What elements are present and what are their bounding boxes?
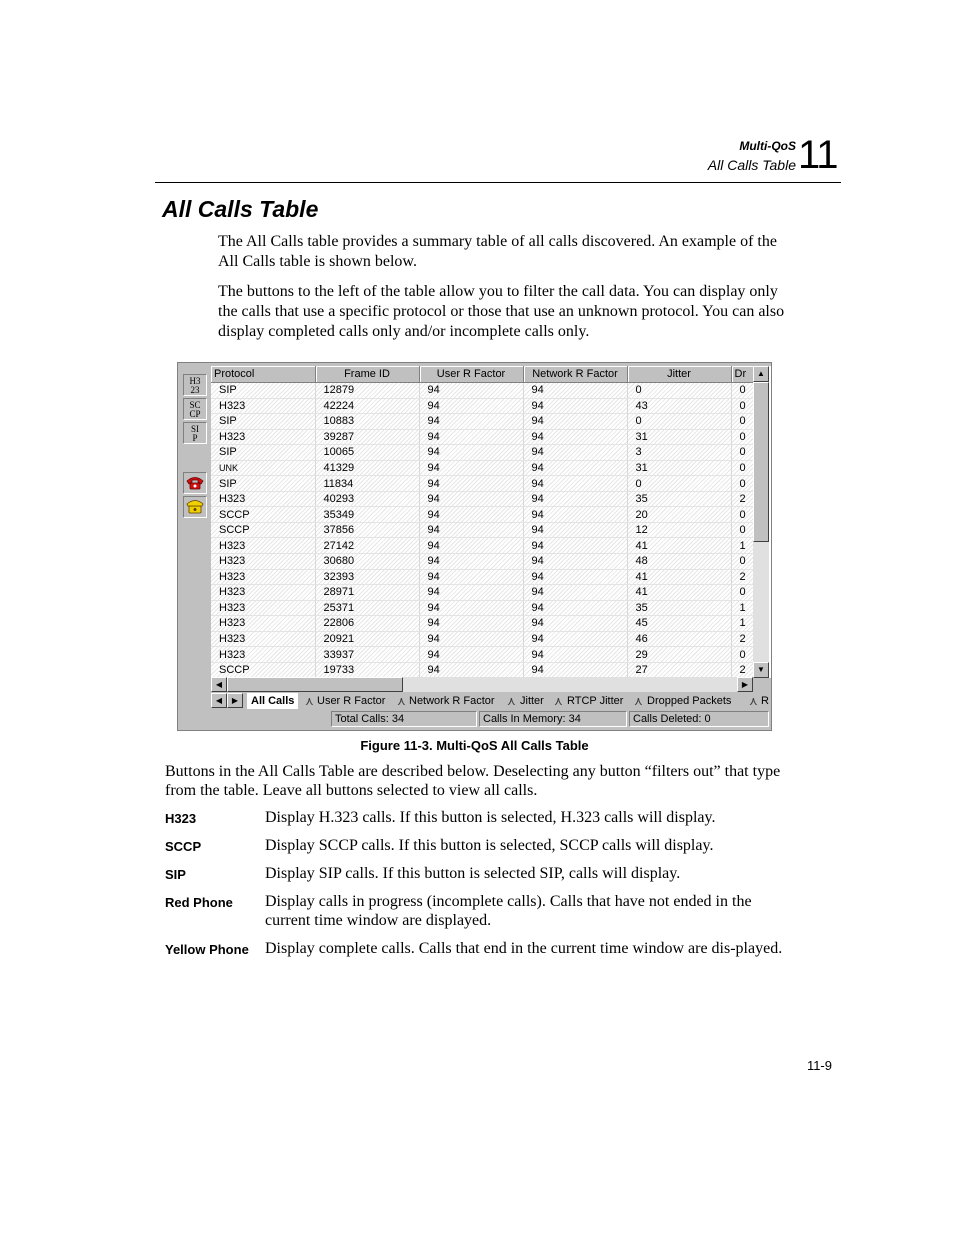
cell-network-r-factor: 94 [523,647,627,663]
tab-user-r-factor[interactable]: User R Factor [317,695,386,707]
cell-user-r-factor: 94 [419,460,523,476]
cell-frame-id: 39287 [315,429,419,445]
cell-frame-id: 10883 [315,414,419,430]
cell-protocol: UNK [211,460,315,476]
cell-jitter: 45 [627,616,731,632]
cell-protocol: H323 [211,398,315,414]
definition-desc-sccp: Display SCCP calls. If this button is selected, SCCP calls will display. [265,837,714,854]
cell-protocol: H323 [211,429,315,445]
table-row[interactable] [211,491,753,507]
tab-separator-icon: ⋏ [305,694,314,708]
cell-user-r-factor: 94 [419,569,523,585]
cell-frame-id: 20921 [315,631,419,647]
cell-frame-id: 32393 [315,569,419,585]
cell-network-r-factor: 94 [523,491,627,507]
definition-term-sccp: SCCP [165,839,202,854]
all-calls-window [177,362,772,731]
cell-user-r-factor: 94 [419,383,523,399]
cell-jitter: 27 [627,662,731,678]
cell-network-r-factor: 94 [523,631,627,647]
tab-all-calls[interactable]: All Calls [247,693,298,709]
tab-jitter[interactable]: Jitter [520,695,544,707]
cell-jitter: 31 [627,429,731,445]
scroll-left-arrow-icon[interactable]: ◀ [211,677,227,692]
tab-r[interactable]: R [761,695,769,707]
cell-jitter: 12 [627,522,731,538]
cell-dropped: 0 [731,414,753,430]
header-rule [155,182,841,183]
cell-user-r-factor: 94 [419,491,523,507]
cell-protocol: H323 [211,631,315,647]
sip-button-label-2: P [192,433,198,443]
vertical-scroll-thumb[interactable] [753,382,769,542]
cell-dropped: 0 [731,476,753,492]
cell-jitter: 0 [627,414,731,430]
page-title: All Calls Table [162,196,319,222]
cell-dropped: 2 [731,491,753,507]
tab-dropped-packets[interactable]: Dropped Packets [647,695,732,707]
definition-term-yellow-phone: Yellow Phone [165,942,249,957]
cell-frame-id: 12879 [315,383,419,399]
scroll-up-arrow-icon[interactable]: ▲ [753,366,769,382]
cell-user-r-factor: 94 [419,445,523,461]
cell-network-r-factor: 94 [523,476,627,492]
tab-separator-icon: ⋏ [634,694,643,708]
total-calls-status: Total Calls: 34 [331,711,477,727]
cell-frame-id: 22806 [315,616,419,632]
tab-separator-icon: ⋏ [397,694,406,708]
cell-network-r-factor: 94 [523,554,627,570]
cell-frame-id: 25371 [315,600,419,616]
table-row[interactable] [211,631,753,647]
table-row[interactable] [211,476,753,492]
cell-jitter: 35 [627,491,731,507]
cell-network-r-factor: 94 [523,522,627,538]
tab-separator-icon: ⋏ [507,694,516,708]
column-header-dropped[interactable]: Dr [731,366,753,383]
cell-jitter: 29 [627,647,731,663]
cell-jitter: 31 [627,460,731,476]
cell-user-r-factor: 94 [419,554,523,570]
table-row[interactable] [211,662,753,678]
table-row[interactable] [211,445,753,461]
calls-table-area [211,366,771,678]
cell-jitter: 46 [627,631,731,647]
cell-jitter: 0 [627,383,731,399]
horizontal-scroll-thumb[interactable] [227,677,403,692]
cell-dropped: 1 [731,538,753,554]
cell-network-r-factor: 94 [523,414,627,430]
table-header-row [211,366,753,383]
table-row[interactable] [211,460,753,476]
tab-separator-icon: ⋏ [749,694,758,708]
cell-dropped: 2 [731,662,753,678]
cell-network-r-factor: 94 [523,662,627,678]
running-header-section: Multi-QoS [739,139,796,153]
status-bar [181,711,770,728]
cell-user-r-factor: 94 [419,522,523,538]
table-row[interactable] [211,647,753,663]
tab-rtcp-jitter[interactable]: RTCP Jitter [567,695,624,707]
cell-frame-id: 40293 [315,491,419,507]
cell-protocol: H323 [211,600,315,616]
cell-frame-id: 41329 [315,460,419,476]
cell-network-r-factor: 94 [523,585,627,601]
cell-user-r-factor: 94 [419,585,523,601]
column-header-protocol[interactable]: Protocol [211,366,315,383]
tab-separator-icon: ⋏ [554,694,563,708]
tab-scroll-left-icon[interactable]: ◀ [211,693,227,708]
cell-network-r-factor: 94 [523,538,627,554]
cell-user-r-factor: 94 [419,476,523,492]
cell-jitter: 43 [627,398,731,414]
definition-desc-h323: Display H.323 calls. If this button is selected, H.323 calls will display. [265,809,716,826]
cell-dropped: 0 [731,507,753,523]
horizontal-scrollbar[interactable] [211,677,753,692]
cell-dropped: 2 [731,631,753,647]
table-row[interactable] [211,538,753,554]
table-row[interactable] [211,569,753,585]
cell-frame-id: 33937 [315,647,419,663]
cell-protocol: H323 [211,554,315,570]
cell-frame-id: 37856 [315,522,419,538]
cell-protocol: H323 [211,491,315,507]
cell-protocol: H323 [211,616,315,632]
definition-term-sip: SIP [165,867,186,882]
cell-user-r-factor: 94 [419,631,523,647]
cell-frame-id: 10065 [315,445,419,461]
figure-caption: Figure 11-3. Multi-QoS All Calls Table [360,738,589,753]
table-row[interactable] [211,414,753,430]
red-phone-button[interactable] [183,472,207,494]
sccp-filter-button[interactable] [183,398,207,420]
cell-dropped: 2 [731,569,753,585]
cell-dropped: 0 [731,585,753,601]
tab-network-r-factor[interactable]: Network R Factor [409,695,495,707]
cell-user-r-factor: 94 [419,616,523,632]
cell-network-r-factor: 94 [523,600,627,616]
cell-user-r-factor: 94 [419,507,523,523]
calls-table [211,366,754,678]
table-row[interactable] [211,429,753,445]
definition-desc-yellow-phone: Display complete calls. Calls that end in the current time window are dis-played. [265,940,783,957]
cell-protocol: H323 [211,647,315,663]
table-row[interactable] [211,600,753,616]
cell-dropped: 1 [731,616,753,632]
red-phone-icon [184,473,206,493]
cell-frame-id: 30680 [315,554,419,570]
table-row[interactable] [211,616,753,632]
definition-term-h323: H323 [165,811,197,826]
h323-button-label-1: H3 [189,376,201,386]
cell-user-r-factor: 94 [419,429,523,445]
cell-dropped: 0 [731,445,753,461]
cell-network-r-factor: 94 [523,616,627,632]
cell-jitter: 3 [627,445,731,461]
cell-user-r-factor: 94 [419,414,523,430]
chapter-number: 11 [798,133,838,177]
cell-frame-id: 11834 [315,476,419,492]
sip-filter-button[interactable] [183,422,207,444]
cell-dropped: 0 [731,383,753,399]
cell-dropped: 0 [731,460,753,476]
table-row[interactable] [211,507,753,523]
yellow-phone-icon [184,497,206,517]
cell-network-r-factor: 94 [523,429,627,445]
column-header-jitter[interactable]: Jitter [627,366,731,383]
cell-network-r-factor: 94 [523,445,627,461]
table-row[interactable] [211,398,753,414]
page-number: 11-9 [806,1058,832,1073]
cell-dropped: 0 [731,522,753,538]
cell-network-r-factor: 94 [523,460,627,476]
sccp-button-label-1: SC [189,400,201,410]
column-header-user-r-factor[interactable]: User R Factor [419,366,523,383]
cell-protocol: H323 [211,538,315,554]
cell-protocol: SCCP [211,662,315,678]
filter-button-bar [181,366,209,710]
cell-dropped: 0 [731,398,753,414]
cell-network-r-factor: 94 [523,507,627,523]
cell-network-r-factor: 94 [523,569,627,585]
cell-dropped: 0 [731,554,753,570]
calls-in-memory-status: Calls In Memory: 34 [479,711,627,727]
cell-protocol: SCCP [211,507,315,523]
cell-frame-id: 42224 [315,398,419,414]
tab-scroll-right-icon[interactable]: ▶ [227,693,243,708]
table-row[interactable] [211,585,753,601]
column-header-network-r-factor[interactable]: Network R Factor [523,366,627,383]
table-row[interactable] [211,522,753,538]
cell-protocol: SCCP [211,522,315,538]
scroll-right-arrow-icon[interactable]: ▶ [737,677,753,692]
cell-network-r-factor: 94 [523,383,627,399]
definition-desc-red-phone: Display calls in progress (incomplete calls). Calls that have not ended in the current time window are displayed. [265,893,752,929]
cell-user-r-factor: 94 [419,398,523,414]
cell-user-r-factor: 94 [419,662,523,678]
h323-filter-button[interactable] [183,374,207,396]
cell-jitter: 48 [627,554,731,570]
cell-jitter: 41 [627,538,731,554]
cell-frame-id: 35349 [315,507,419,523]
cell-protocol: H323 [211,569,315,585]
cell-user-r-factor: 94 [419,600,523,616]
calls-deleted-status: Calls Deleted: 0 [629,711,769,727]
cell-frame-id: 19733 [315,662,419,678]
cell-jitter: 41 [627,569,731,585]
scroll-down-arrow-icon[interactable]: ▼ [753,662,769,678]
vertical-scrollbar[interactable] [753,366,769,678]
cell-frame-id: 28971 [315,585,419,601]
running-header-subsection: All Calls Table [707,157,796,173]
sccp-button-label-2: CP [189,409,201,419]
cell-jitter: 35 [627,600,731,616]
cell-network-r-factor: 94 [523,398,627,414]
yellow-phone-button[interactable] [183,496,207,518]
intro-paragraph-1: The All Calls table provides a summary table of all calls discovered. An example of the All Calls table is shown below. [218,233,777,270]
sip-button-label-1: SI [190,424,199,434]
definition-term-red-phone: Red Phone [165,895,233,910]
h323-button-label-2: 23 [190,385,200,395]
cell-jitter: 20 [627,507,731,523]
cell-frame-id: 27142 [315,538,419,554]
table-row[interactable] [211,383,753,399]
definition-desc-sip: Display SIP calls. If this button is selected SIP, calls will display. [265,865,681,882]
cell-user-r-factor: 94 [419,647,523,663]
cell-user-r-factor: 94 [419,538,523,554]
table-row[interactable] [211,554,753,570]
buttons-description-paragraph: Buttons in the All Calls Table are described below. Deselecting any button “filters out” that type from the table. Leave all buttons selected to view all calls. [165,763,781,799]
cell-dropped: 0 [731,429,753,445]
cell-jitter: 41 [627,585,731,601]
cell-protocol: SIP [211,414,315,430]
cell-protocol: SIP [211,445,315,461]
table-tab-strip [211,693,771,709]
cell-protocol: SIP [211,383,315,399]
cell-protocol: SIP [211,476,315,492]
cell-dropped: 0 [731,647,753,663]
intro-paragraph-2: The buttons to the left of the table allow you to filter the call data. You can display only the calls that use a specific protocol or those that use an unknown protocol. You can also display completed calls only and/or incomplete calls only. [218,283,785,340]
column-header-frame-id[interactable]: Frame ID [315,366,419,383]
cell-dropped: 1 [731,600,753,616]
cell-protocol: H323 [211,585,315,601]
cell-jitter: 0 [627,476,731,492]
